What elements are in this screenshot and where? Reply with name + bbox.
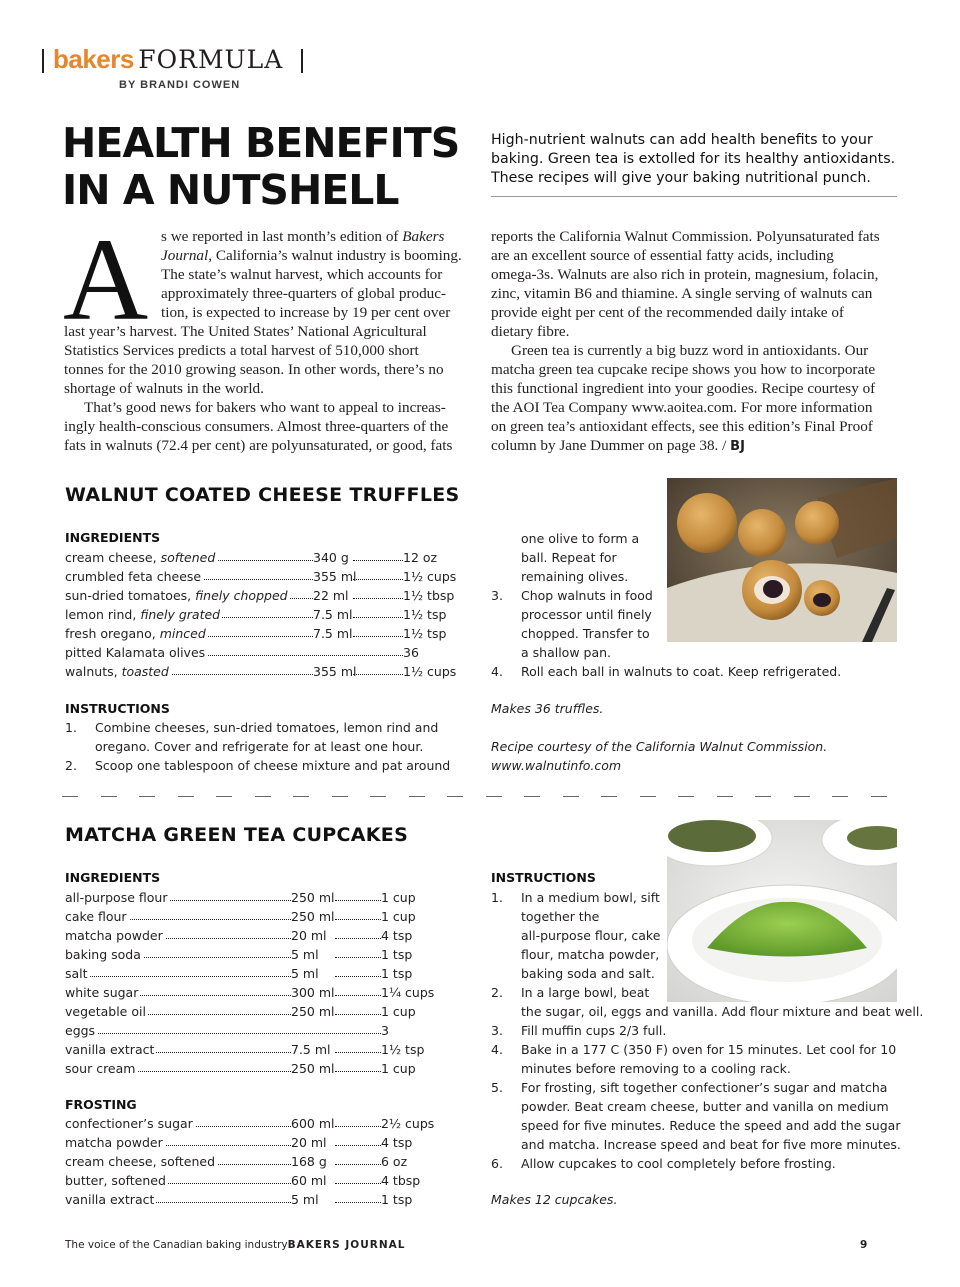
truffles-yield: Makes 36 truffles. bbox=[491, 701, 604, 716]
article-col1 bbox=[64, 322, 468, 455]
ingredient-name: crumbled feta cheese bbox=[65, 569, 202, 584]
article-line: the AOI Tea Company www.aoitea.com. For more information bbox=[491, 399, 873, 416]
ingredient-row bbox=[65, 624, 455, 643]
leader-dots bbox=[335, 1040, 381, 1053]
ingredient-metric: 5 ml bbox=[291, 966, 319, 981]
step-text: the sugar, oil, eggs and vanilla. Add flour mixture and beat well. bbox=[521, 1004, 924, 1019]
ingredient-row bbox=[65, 1114, 435, 1133]
step-text: Scoop one tablespoon of cheese mixture and pat around bbox=[95, 758, 451, 773]
truffles-photo bbox=[667, 478, 897, 642]
step-text: all-purpose flour, cake bbox=[521, 928, 661, 943]
leader-dots bbox=[353, 586, 403, 599]
leader-dots bbox=[65, 964, 291, 977]
step-number: 3. bbox=[491, 588, 503, 603]
cupcakes-title: MATCHA GREEN TEA CUPCAKES bbox=[65, 824, 409, 846]
leader-dots bbox=[335, 926, 381, 939]
article-line: tion, is expected to increase by 19 per cent over bbox=[161, 304, 451, 321]
article-line: matcha green tea cupcake recipe shows you how to incorporate bbox=[491, 361, 876, 378]
ingredient-name: vegetable oil bbox=[65, 1004, 146, 1019]
ingredient-metric: 340 g bbox=[313, 550, 349, 565]
headline bbox=[62, 120, 459, 214]
step-text: Fill muffin cups 2/3 full. bbox=[521, 1023, 667, 1038]
article-line: omega-3s. Walnuts are also rich in protein, magnesium, folacin, bbox=[491, 266, 879, 283]
leader-dots bbox=[353, 605, 403, 618]
separator-dash bbox=[62, 796, 78, 797]
ingredient-name: vanilla extract bbox=[65, 1192, 155, 1207]
cupcakes-instructions-label: INSTRUCTIONS bbox=[491, 870, 596, 885]
separator-dash bbox=[524, 796, 540, 797]
ingredient-metric: 168 g bbox=[291, 1154, 327, 1169]
ingredient-metric: 250 ml bbox=[291, 890, 335, 905]
ingredient-row bbox=[65, 907, 435, 926]
article-line: Journal, California’s walnut industry is booming. bbox=[161, 247, 462, 264]
step-number: 5. bbox=[491, 1080, 503, 1095]
matcha-photo bbox=[667, 820, 897, 1002]
ingredient-imperial: 1 cup bbox=[381, 1004, 416, 1019]
leader-dots bbox=[353, 548, 403, 561]
step-text: chopped. Transfer to bbox=[521, 626, 650, 641]
leader-dots bbox=[335, 945, 381, 958]
ingredient-row bbox=[65, 1133, 435, 1152]
ingredient-metric: 60 ml bbox=[291, 1173, 327, 1188]
article-line: s we reported in last month’s edition of Bakers bbox=[161, 228, 445, 245]
step-text: and matcha. Increase speed and beat for five more minutes. bbox=[521, 1137, 901, 1152]
step-number: 1. bbox=[491, 890, 503, 905]
ingredient-name: vanilla extract bbox=[65, 1042, 155, 1057]
cupcakes-ingredients bbox=[65, 888, 435, 1080]
ingredient-metric: 250 ml bbox=[291, 1061, 335, 1076]
page-number: 9 bbox=[860, 1239, 868, 1251]
brand-formula: FORMULA bbox=[138, 45, 284, 74]
column-brand bbox=[53, 44, 283, 75]
ingredient-imperial: 4 tsp bbox=[381, 1135, 413, 1150]
ingredient-row bbox=[65, 1152, 435, 1171]
truffles-ingredients-label: INGREDIENTS bbox=[65, 530, 161, 545]
step-text: oregano. Cover and refrigerate for at least one hour. bbox=[95, 739, 424, 754]
header-divider-left bbox=[42, 49, 44, 73]
step-text: Combine cheeses, sun-dried tomatoes, lemon rind and bbox=[95, 720, 439, 735]
separator-dash bbox=[640, 796, 656, 797]
frosting-label: FROSTING bbox=[65, 1097, 137, 1112]
ingredient-row bbox=[65, 643, 455, 662]
ingredient-note: finely grated bbox=[140, 607, 221, 622]
leader-dots bbox=[353, 662, 403, 675]
step-number: 1. bbox=[65, 720, 77, 735]
separator-dash bbox=[139, 796, 155, 797]
leader-dots bbox=[335, 1002, 381, 1015]
step-text: In a medium bowl, sift bbox=[521, 890, 660, 905]
step-text: processor until finely bbox=[521, 607, 652, 622]
ingredient-name: lemon rind, finely grated bbox=[65, 607, 221, 622]
article-line: fats in walnuts (72.4 per cent) are polyunsaturated, or good, fats bbox=[64, 437, 453, 454]
ingredient-imperial: 12 oz bbox=[403, 550, 438, 565]
step-text: a shallow pan. bbox=[521, 645, 612, 660]
step-text: ball. Repeat for bbox=[521, 550, 617, 565]
ingredient-name: sun-dried tomatoes, finely chopped bbox=[65, 588, 288, 603]
leader-dots bbox=[335, 1133, 381, 1146]
article-line: The state’s walnut harvest, which accounts for bbox=[161, 266, 443, 283]
ingredient-row bbox=[65, 983, 435, 1002]
section-separator bbox=[62, 796, 900, 798]
ingredient-metric: 5 ml bbox=[291, 1192, 319, 1207]
signoff: BJ bbox=[730, 439, 745, 454]
leader-dots bbox=[335, 983, 381, 996]
leader-dots bbox=[353, 624, 403, 637]
separator-dash bbox=[409, 796, 425, 797]
ingredient-imperial: 1 cup bbox=[381, 890, 416, 905]
separator-dash bbox=[717, 796, 733, 797]
article-line: Green tea is currently a big buzz word in antioxidants. Our bbox=[511, 342, 869, 359]
ingredient-row bbox=[65, 926, 435, 945]
ingredient-row bbox=[65, 567, 455, 586]
ingredient-row bbox=[65, 605, 455, 624]
ingredient-name: walnuts, toasted bbox=[65, 664, 169, 679]
header-divider-right bbox=[301, 49, 303, 73]
step-text: speed for five minutes. Reduce the speed and add the sugar bbox=[521, 1118, 901, 1133]
leader-dots bbox=[353, 567, 403, 580]
ingredient-imperial: 1½ tsp bbox=[403, 626, 447, 641]
ingredient-name: eggs bbox=[65, 1023, 96, 1038]
ingredient-metric: 355 ml bbox=[313, 569, 357, 584]
ingredient-row bbox=[65, 586, 455, 605]
step-text: remaining olives. bbox=[521, 569, 629, 584]
truffles-credit bbox=[491, 737, 827, 775]
step-text: minutes before removing to a cooling rack. bbox=[521, 1061, 791, 1076]
article-line: provide eight per cent of the recommended daily intake of bbox=[491, 304, 844, 321]
ingredient-imperial: 2½ cups bbox=[381, 1116, 435, 1131]
footer bbox=[65, 1239, 405, 1251]
step-text: Allow cupcakes to cool completely before frosting. bbox=[521, 1156, 836, 1171]
article-line: tonnes for the 2010 growing season. In other words, there’s no bbox=[64, 361, 444, 378]
ingredient-name: cream cheese, softened bbox=[65, 1154, 216, 1169]
deck-rule bbox=[491, 196, 897, 197]
leader-dots bbox=[335, 907, 381, 920]
ingredient-note: finely chopped bbox=[195, 588, 288, 603]
separator-dash bbox=[678, 796, 694, 797]
separator-dash bbox=[293, 796, 309, 797]
brand-bakers: bakers bbox=[53, 44, 134, 74]
ingredient-row bbox=[65, 1059, 435, 1078]
article-line: shortage of walnuts in the world. bbox=[64, 380, 264, 397]
cupcakes-yield: Makes 12 cupcakes. bbox=[491, 1192, 618, 1207]
ingredient-metric: 300 ml bbox=[291, 985, 335, 1000]
step-number: 6. bbox=[491, 1156, 503, 1171]
deck-line: High-nutrient walnuts can add health benefits to your bbox=[491, 132, 873, 148]
truffles-credit-url: www.walnutinfo.com bbox=[491, 758, 622, 773]
article-last-line: column by Jane Dummer on page 38. / bbox=[491, 437, 731, 454]
step-text: together the bbox=[521, 909, 600, 924]
ingredient-imperial: 4 tbsp bbox=[381, 1173, 421, 1188]
ingredient-name: baking soda bbox=[65, 947, 141, 962]
deck-line: baking. Green tea is extolled for its healthy antioxidants. bbox=[491, 151, 896, 167]
byline: BY BRANDI COWEN bbox=[119, 79, 241, 91]
article-line: dietary fibre. bbox=[491, 323, 570, 340]
ingredient-name: pitted Kalamata olives bbox=[65, 645, 206, 660]
separator-dash bbox=[794, 796, 810, 797]
step-number: 4. bbox=[491, 1042, 503, 1057]
ingredient-imperial: 1 cup bbox=[381, 909, 416, 924]
article-line: this functional ingredient into your goodies. Recipe courtesy of bbox=[491, 380, 876, 397]
leader-dots bbox=[335, 1190, 381, 1203]
separator-dash bbox=[255, 796, 271, 797]
ingredient-row bbox=[65, 964, 435, 983]
ingredient-metric: 22 ml bbox=[313, 588, 349, 603]
ingredient-imperial: 1½ tbsp bbox=[403, 588, 455, 603]
footer-publication: BAKERS JOURNAL bbox=[287, 1239, 406, 1251]
leader-dots bbox=[335, 1171, 381, 1184]
ingredient-row bbox=[65, 1171, 435, 1190]
article-line: approximately three-quarters of global produc- bbox=[161, 285, 447, 302]
ingredient-name: fresh oregano, minced bbox=[65, 626, 206, 641]
ingredient-imperial: 1 tsp bbox=[381, 966, 413, 981]
frosting-ingredients bbox=[65, 1114, 435, 1210]
leader-dots bbox=[335, 1114, 381, 1127]
ingredient-note: minced bbox=[159, 626, 206, 641]
step-text: flour, matcha powder, bbox=[521, 947, 660, 962]
ingredient-name: sour cream bbox=[65, 1061, 136, 1076]
article-line: Statistics Services predicts a total harvest of 510,000 short bbox=[64, 342, 419, 359]
ingredient-row bbox=[65, 1040, 435, 1059]
ingredient-row bbox=[65, 1021, 435, 1040]
step-number: 4. bbox=[491, 664, 503, 679]
step-text: Roll each ball in walnuts to coat. Keep refrigerated. bbox=[521, 664, 842, 679]
cupcakes-ingredients-label: INGREDIENTS bbox=[65, 870, 161, 885]
ingredient-imperial: 1½ tsp bbox=[403, 607, 447, 622]
footer-tagline: The voice of the Canadian baking industry bbox=[65, 1239, 288, 1251]
separator-dash bbox=[332, 796, 348, 797]
ingredient-row bbox=[65, 662, 455, 681]
step-number: 3. bbox=[491, 1023, 503, 1038]
article-line: That’s good news for bakers who want to appeal to increas- bbox=[84, 399, 446, 416]
ingredient-name: salt bbox=[65, 966, 88, 981]
article-line: zinc, vitamin B6 and thiamine. A single serving of walnuts can bbox=[491, 285, 873, 302]
ingredient-row bbox=[65, 1190, 435, 1209]
step-text: Bake in a 177 C (350 F) oven for 15 minutes. Let cool for 10 bbox=[521, 1042, 897, 1057]
ingredient-metric: 20 ml bbox=[291, 1135, 327, 1150]
separator-dash bbox=[216, 796, 232, 797]
article-line bbox=[491, 436, 901, 456]
ingredient-metric: 7.5 ml bbox=[313, 626, 353, 641]
deck-line: These recipes will give your baking nutritional punch. bbox=[491, 170, 871, 186]
drop-cap: A bbox=[63, 214, 149, 345]
ingredient-name: cream cheese, softened bbox=[65, 550, 216, 565]
separator-dash bbox=[601, 796, 617, 797]
ingredient-imperial: 6 oz bbox=[381, 1154, 408, 1169]
ingredient-metric: 250 ml bbox=[291, 909, 335, 924]
step-number: 2. bbox=[65, 758, 77, 773]
ingredient-name: butter, softened bbox=[65, 1173, 166, 1188]
step-text: In a large bowl, beat bbox=[521, 985, 650, 1000]
ingredient-note: toasted bbox=[121, 664, 169, 679]
separator-dash bbox=[486, 796, 502, 797]
separator-dash bbox=[563, 796, 579, 797]
ingredient-metric: 250 ml bbox=[291, 1004, 335, 1019]
truffles-credit-line: Recipe courtesy of the California Walnut Commission. bbox=[491, 739, 828, 754]
headline-line-2: IN A NUTSHELL bbox=[62, 166, 399, 214]
ingredient-name: confectioner’s sugar bbox=[65, 1116, 193, 1131]
ingredient-name: matcha powder bbox=[65, 1135, 163, 1150]
ingredient-row bbox=[65, 548, 455, 567]
ingredient-name: white sugar bbox=[65, 985, 139, 1000]
step-text: one olive to form a bbox=[521, 531, 640, 546]
step-text: Chop walnuts in food bbox=[521, 588, 653, 603]
leader-dots bbox=[335, 964, 381, 977]
article-line: ingly health-conscious consumers. Almost three-quarters of the bbox=[64, 418, 449, 435]
article-line: on green tea’s antioxidant effects, see this edition’s Final Proof bbox=[491, 418, 873, 435]
ingredient-imperial: 1 cup bbox=[381, 1061, 416, 1076]
ingredient-metric: 5 ml bbox=[291, 947, 319, 962]
step-text: baking soda and salt. bbox=[521, 966, 655, 981]
ingredient-metric: 600 ml bbox=[291, 1116, 335, 1131]
ingredient-imperial: 1½ cups bbox=[403, 569, 457, 584]
ingredient-name: all-purpose flour bbox=[65, 890, 168, 905]
ingredient-imperial: 4 tsp bbox=[381, 928, 413, 943]
separator-dash bbox=[832, 796, 848, 797]
ingredient-imperial: 1½ cups bbox=[403, 664, 457, 679]
ingredient-row bbox=[65, 888, 435, 907]
article-line: last year’s harvest. The United States’ National Agricultural bbox=[64, 323, 427, 340]
truffles-instructions bbox=[65, 718, 465, 778]
article-line: are an excellent source of essential fatty acids, including bbox=[491, 247, 834, 264]
ingredient-note: softened bbox=[160, 550, 216, 565]
ingredient-metric: 7.5 ml bbox=[291, 1042, 331, 1057]
ingredient-row bbox=[65, 1002, 435, 1021]
article-col2 bbox=[491, 227, 901, 456]
truffles-ingredients bbox=[65, 548, 455, 683]
leader-dots bbox=[65, 1021, 381, 1034]
step-text: For frosting, sift together confectioner’s sugar and matcha bbox=[521, 1080, 888, 1095]
separator-dash bbox=[871, 796, 887, 797]
step-number: 2. bbox=[491, 985, 503, 1000]
deck bbox=[491, 131, 895, 188]
ingredient-imperial: 1 tsp bbox=[381, 947, 413, 962]
leader-dots bbox=[335, 1059, 381, 1072]
ingredient-name: matcha powder bbox=[65, 928, 163, 943]
ingredient-imperial: 1¼ cups bbox=[381, 985, 435, 1000]
ingredient-metric: 7.5 ml bbox=[313, 607, 353, 622]
separator-dash bbox=[101, 796, 117, 797]
ingredient-imperial: 1½ tsp bbox=[381, 1042, 425, 1057]
ingredient-row bbox=[65, 945, 435, 964]
truffles-instructions-label: INSTRUCTIONS bbox=[65, 701, 170, 716]
ingredient-imperial: 3 bbox=[381, 1023, 389, 1038]
separator-dash bbox=[447, 796, 463, 797]
separator-dash bbox=[370, 796, 386, 797]
separator-dash bbox=[178, 796, 194, 797]
ingredient-name: cake flour bbox=[65, 909, 127, 924]
truffles-title: WALNUT COATED CHEESE TRUFFLES bbox=[65, 484, 460, 506]
leader-dots bbox=[335, 888, 381, 901]
step-text: powder. Beat cream cheese, butter and vanilla on medium bbox=[521, 1099, 889, 1114]
separator-dash bbox=[755, 796, 771, 797]
ingredient-metric: 355 ml bbox=[313, 664, 357, 679]
ingredient-metric: 20 ml bbox=[291, 928, 327, 943]
ingredient-imperial: 36 bbox=[403, 645, 419, 660]
ingredient-imperial: 1 tsp bbox=[381, 1192, 413, 1207]
headline-line-1: HEALTH BENEFITS bbox=[62, 119, 460, 167]
article-col1-indented bbox=[161, 227, 467, 322]
leader-dots bbox=[335, 1152, 381, 1165]
article-line: reports the California Walnut Commission. Polyunsaturated fats bbox=[491, 228, 880, 245]
